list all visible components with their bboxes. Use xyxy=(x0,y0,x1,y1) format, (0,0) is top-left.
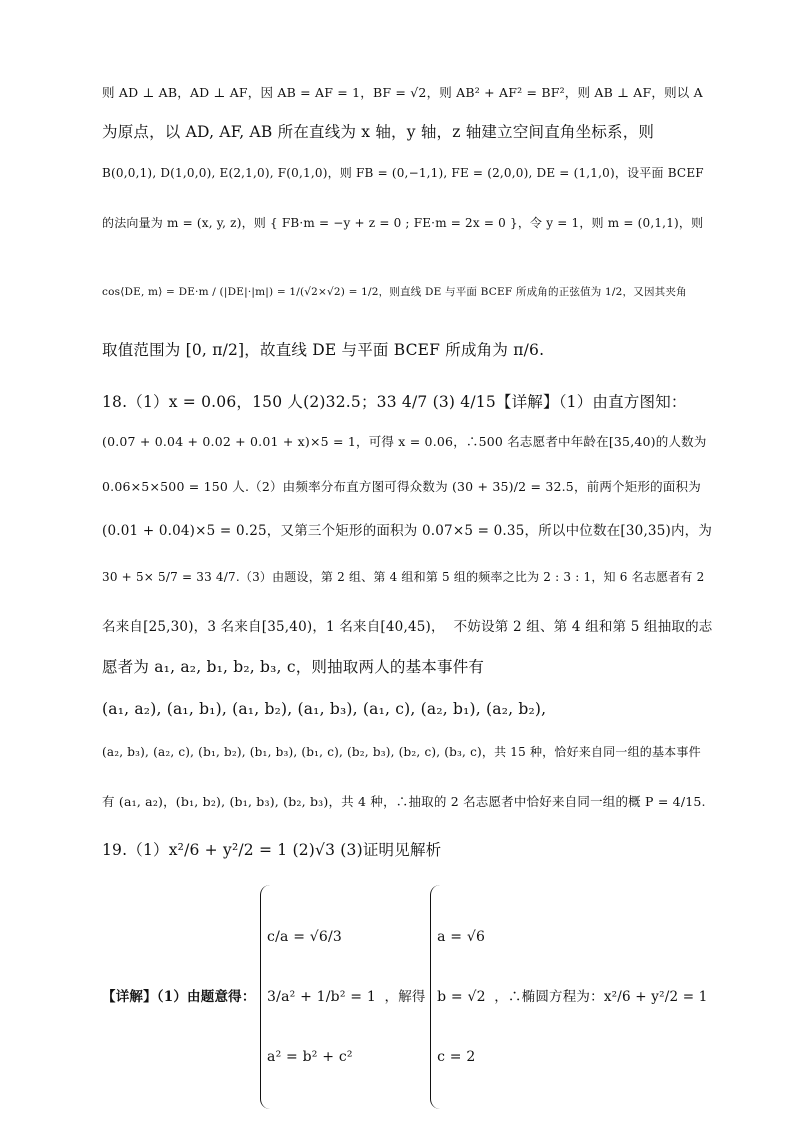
solution-system xyxy=(430,885,490,1109)
detail-19-prefix: 【详解】（1）由题意得： xyxy=(102,989,256,1005)
equation-system xyxy=(260,885,380,1109)
detail-19-mid: ，解得 xyxy=(384,989,426,1005)
equation-2: 3/a² + 1/b² = 1 xyxy=(267,989,376,1005)
text-line-6: 取值范围为 [0, π/2]，故直线 DE 与平面 BCEF 所成角为 π/6. xyxy=(102,341,545,359)
event-list-1: (a₁, a₂), (a₁, b₁), (a₁, b₂), (a₁, b₃), (a₁, c), (a₂, b₁), (a₂, b₂), xyxy=(102,700,547,718)
text-line-12: 名来自[25,30)，3 名来自[35,40)，1 名来自[40,45)， 不妨设第 2 组、第 4 组和第 5 组抽取的志 xyxy=(102,619,713,635)
text-line-10: (0.01 + 0.04)×5 = 0.25，又第三个矩形的面积为 0.07×5 = 0.35，所以中位数在[30,35)内，为 xyxy=(102,523,713,539)
text-line-2: 为原点，以 AD, AF, AB 所在直线为 x 轴，y 轴，z 轴建立空间直角坐标系，则 xyxy=(102,123,655,141)
text-line-5: cos⟨DE, m⟩ = DE·m / (|DE|·|m|) = 1/(√2×√2) = 1/2，则直线 DE 与平面 BCEF 所成角的正弦值为 1/2，又因其夹角 xyxy=(102,286,687,298)
text-line-3: B(0,0,1), D(1,0,0), E(2,1,0), F(0,1,0)，则 FB = (0,−1,1), FE = (2,0,0), DE = (1,1,0)，设平面 BCEF xyxy=(102,166,704,180)
text-line-8: (0.07 + 0.04 + 0.02 + 0.01 + x)×5 = 1，可得 x = 0.06，∴500 名志愿者中年龄在[35,40)的人数为 xyxy=(102,434,707,449)
text-line-11: 30 + 5× 5/7 = 33 4/7.（3）由题设，第 2 组、第 4 组和第 5 组的频率之比为 2 : 3 : 1，知 6 名志愿者有 2 xyxy=(102,570,705,584)
probability-line: 有 (a₁, a₂)，(b₁, b₂), (b₁, b₃), (b₂, b₃)，共 4 种，∴抽取的 2 名志愿者中恰好来自同一组的概 P = 4/15. xyxy=(102,794,706,809)
ellipse-equation: ，∴椭圆方程为：x²/6 + y²/2 = 1 xyxy=(494,989,708,1005)
text-line-4: 的法向量为 m = (x, y, z)，则 { FB·m = −y + z = 0 ; FE·m = 2x = 0 }，令 y = 1，则 m = (0,1,1)，则 xyxy=(102,216,704,230)
text-line-1: 则 AD ⊥ AB，AD ⊥ AF，因 AB = AF = 1，BF = √2，则 AB² + AF² = BF²，则 AB ⊥ AF，则以 A xyxy=(102,85,703,100)
solution-c: c = 2 xyxy=(437,1049,476,1065)
text-line-13: 愿者为 a₁, a₂, b₁, b₂, b₃, c，则抽取两人的基本事件有 xyxy=(102,658,485,676)
detail-19-block xyxy=(102,885,712,1065)
question-18-answers: 18.（1）x = 0.06，150 人(2)32.5；33 4/7 (3) 4/15【详解】（1）由直方图知： xyxy=(102,393,687,411)
text-line-9: 0.06×5×500 = 150 人.（2）由频率分布直方图可得众数为 (30 + 35)/2 = 32.5，前两个矩形的面积为 xyxy=(102,479,701,494)
event-list-2: (a₂, b₃), (a₂, c), (b₁, b₂), (b₁, b₃), (b₁, c), (b₂, b₃), (b₂, c), (b₃, c)，共 15 种，恰好来自同一组的基本事件 xyxy=(102,745,701,759)
solution-b: b = √2 xyxy=(437,989,486,1005)
solution-a: a = √6 xyxy=(437,929,486,945)
equation-1: c/a = √6/3 xyxy=(267,929,343,945)
equation-3: a² = b² + c² xyxy=(267,1049,353,1065)
question-19-answers: 19.（1）x²/6 + y²/2 = 1 (2)√3 (3)证明见解析 xyxy=(102,841,442,859)
